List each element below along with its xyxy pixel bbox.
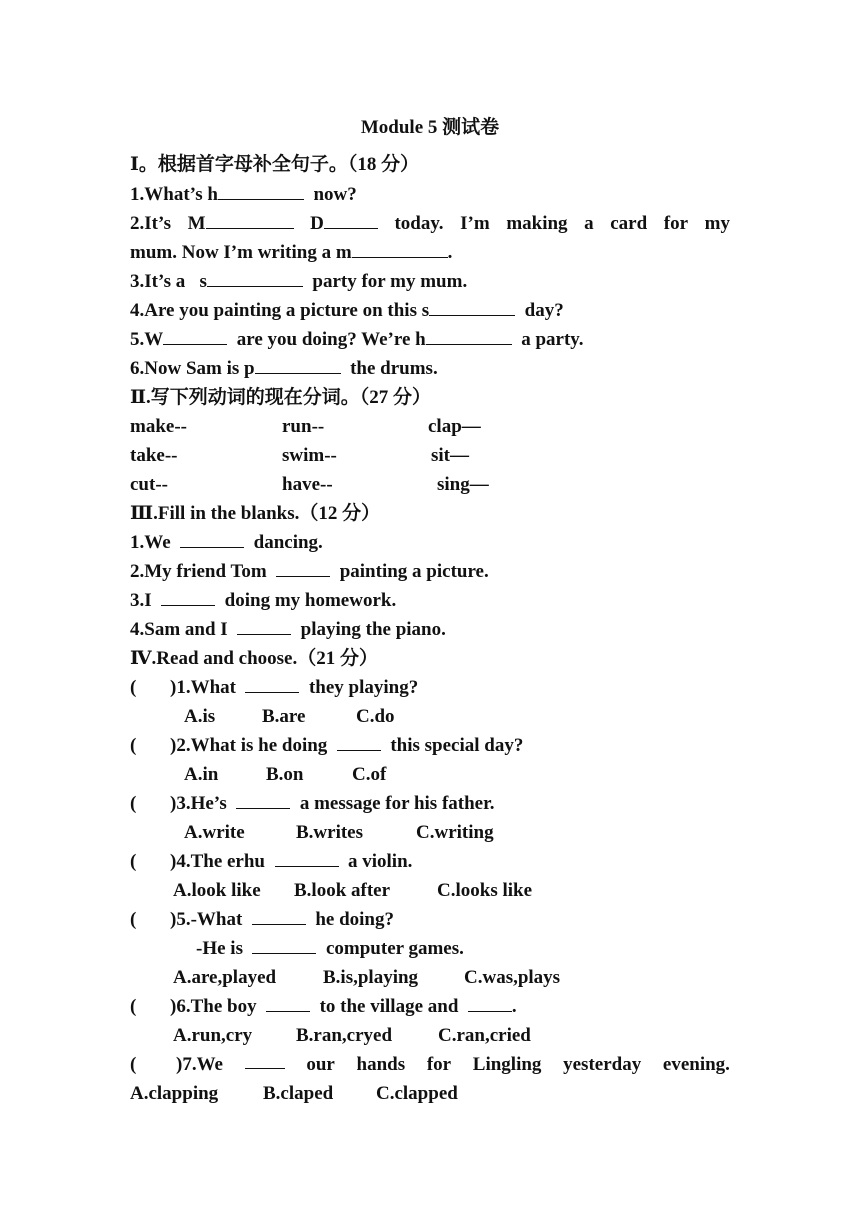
- s3-item-text-b: doing my homework.: [224, 590, 397, 611]
- option-b[interactable]: B.look after: [294, 880, 391, 901]
- option-a[interactable]: A.run,cry: [173, 1025, 253, 1046]
- s4-q6-text-b: to the village and: [319, 996, 459, 1017]
- s4-q4-text-a: )4.The erhu: [170, 851, 265, 872]
- answer-blank[interactable]: [337, 732, 381, 751]
- s3-item-text-a: 3.I: [130, 590, 152, 611]
- s1-q5-text-b: are you doing? We’re h: [236, 329, 426, 350]
- s4-q1-text-a: )1.What: [170, 677, 236, 698]
- s1-q2-word: making: [506, 213, 568, 234]
- answer-blank[interactable]: [163, 326, 227, 345]
- s3-item-text-a: 4.Sam and I: [130, 619, 228, 640]
- s4-q5-text-d: computer games.: [325, 938, 464, 959]
- option-c[interactable]: C.writing: [416, 822, 494, 843]
- s1-q4-text-b: day?: [524, 300, 564, 321]
- option-c[interactable]: C.of: [352, 764, 387, 785]
- s1-q2-word: card: [610, 213, 648, 234]
- option-b[interactable]: B.claped: [263, 1083, 334, 1104]
- s4-q7-word: yesterday: [563, 1054, 642, 1075]
- answer-blank[interactable]: [245, 674, 299, 693]
- verb-item: swim--: [282, 445, 337, 466]
- s1-q4-text-a: 4.Are you painting a picture on this s: [130, 300, 430, 321]
- answer-blank[interactable]: [207, 268, 303, 287]
- s1-question-3: [130, 267, 730, 296]
- s1-q6-text-a: 6.Now Sam is p: [130, 358, 255, 379]
- answer-blank[interactable]: [276, 558, 330, 577]
- s3-item: [130, 586, 730, 615]
- verb-item: sit—: [431, 445, 469, 466]
- s1-question-4: [130, 296, 730, 325]
- answer-blank[interactable]: [275, 848, 339, 867]
- s1-q3-letter: s: [199, 271, 207, 292]
- s4-q6-text-a: )6.The boy: [170, 996, 257, 1017]
- s3-item-text-a: 2.My friend Tom: [130, 561, 267, 582]
- s4-q3-text-a: )3.He’s: [170, 793, 227, 814]
- s4-q7-word: for: [426, 1054, 452, 1075]
- option-c[interactable]: C.was,plays: [464, 967, 561, 988]
- answer-blank[interactable]: [255, 355, 341, 374]
- s4-q5-text-b: he doing?: [315, 909, 394, 930]
- answer-paren[interactable]: (: [130, 1054, 137, 1075]
- verb-item: take--: [130, 445, 178, 466]
- s1-q6-text-b: the drums.: [350, 358, 438, 379]
- answer-blank[interactable]: [324, 210, 378, 229]
- answer-blank[interactable]: [218, 181, 304, 200]
- s1-q2-word: D: [310, 213, 324, 234]
- s1-q5-text-a: 5.W: [130, 329, 164, 350]
- s4-q7-word: Lingling: [472, 1054, 542, 1075]
- s1-question-6: [130, 354, 730, 383]
- option-c[interactable]: C.do: [356, 706, 395, 727]
- option-b[interactable]: B.is,playing: [323, 967, 419, 988]
- verb-item: sing—: [437, 474, 489, 495]
- answer-blank[interactable]: [161, 587, 215, 606]
- s4-q7-word: hands: [356, 1054, 406, 1075]
- option-a[interactable]: A.clapping: [130, 1083, 219, 1104]
- s4-q3-text-b: a message for his father.: [299, 793, 495, 814]
- page-title: Module 5 测试卷: [360, 117, 500, 138]
- s1-q2-period: .: [447, 242, 453, 263]
- s1-q2-word: today.: [394, 213, 444, 234]
- s1-question-2-line-1: [130, 209, 730, 238]
- s1-q2-text: mum. Now I’m writing a m: [130, 242, 352, 263]
- s4-q1-text-b: they playing?: [308, 677, 419, 698]
- s1-question-1: [130, 180, 730, 209]
- s1-q2-word: I’m: [460, 213, 490, 234]
- s4-q7-word: evening.: [662, 1054, 730, 1075]
- answer-paren[interactable]: (: [130, 851, 137, 872]
- option-a[interactable]: A.are,played: [173, 967, 277, 988]
- s4-q2-text-a: )2.What is he doing: [170, 735, 328, 756]
- s3-item-text-b: playing the piano.: [300, 619, 446, 640]
- option-c[interactable]: C.clapped: [376, 1083, 458, 1104]
- verb-item: make--: [130, 416, 187, 437]
- answer-blank[interactable]: [236, 790, 290, 809]
- s4-q7-word: )7.We: [176, 1054, 223, 1075]
- s1-q2-word: for: [663, 213, 689, 234]
- option-b[interactable]: B.writes: [296, 822, 364, 843]
- s1-q1-text-a: 1.What’s h: [130, 184, 218, 205]
- s1-q3-text-a: 3.It’s a: [130, 271, 186, 292]
- s4-q5-text-c: -He is: [196, 938, 243, 959]
- s4-q4-text-b: a violin.: [348, 851, 413, 872]
- answer-blank[interactable]: [206, 210, 294, 229]
- section-2-heading: Ⅱ.写下列动词的现在分词。（27 分）: [130, 387, 432, 408]
- option-b[interactable]: B.are: [262, 706, 306, 727]
- option-b[interactable]: B.ran,cryed: [296, 1025, 393, 1046]
- answer-blank[interactable]: [426, 326, 512, 345]
- s4-q7-words: [176, 1050, 730, 1079]
- verb-item: run--: [282, 416, 325, 437]
- option-c[interactable]: C.ran,cried: [438, 1025, 531, 1046]
- section-1-heading: Ⅰ。根据首字母补全句子。（18 分）: [130, 154, 420, 175]
- answer-blank[interactable]: [180, 529, 244, 548]
- answer-blank[interactable]: [245, 1050, 285, 1069]
- answer-blank[interactable]: [252, 906, 306, 925]
- s4-q6-text-c: .: [511, 996, 517, 1017]
- s1-q3-text-c: party for my mum.: [312, 271, 468, 292]
- option-a[interactable]: A.in: [184, 764, 219, 785]
- s3-item-text-a: 1.We: [130, 532, 171, 553]
- answer-blank[interactable]: [252, 935, 316, 954]
- answer-blank[interactable]: [237, 616, 291, 635]
- verb-item: cut--: [130, 474, 168, 495]
- section-4-heading: Ⅳ.Read and choose.（21 分）: [130, 648, 378, 669]
- s1-q5-text-c: a party.: [521, 329, 584, 350]
- answer-paren[interactable]: (: [130, 677, 137, 698]
- option-a[interactable]: A.is: [184, 706, 216, 727]
- s1-q2-word: my: [704, 213, 730, 234]
- answer-blank[interactable]: [352, 239, 448, 258]
- option-b[interactable]: B.on: [266, 764, 304, 785]
- answer-paren[interactable]: (: [130, 793, 137, 814]
- answer-blank[interactable]: [429, 297, 515, 316]
- s3-item-text-b: painting a picture.: [339, 561, 489, 582]
- answer-blank[interactable]: [266, 993, 310, 1012]
- s3-item-text-b: dancing.: [253, 532, 323, 553]
- s1-question-2-line-2: [130, 238, 730, 267]
- answer-paren[interactable]: (: [130, 735, 137, 756]
- s3-item: [130, 528, 730, 557]
- s4-q2-text-b: this special day?: [390, 735, 524, 756]
- answer-paren[interactable]: (: [130, 909, 137, 930]
- answer-paren[interactable]: (: [130, 996, 137, 1017]
- verb-item: have--: [282, 474, 333, 495]
- verb-item: clap—: [428, 416, 481, 437]
- s1-question-5: [130, 325, 730, 354]
- s4-q7-word: our: [306, 1054, 335, 1075]
- s1-q2-word: M: [187, 213, 206, 234]
- section-3-heading: Ⅲ.Fill in the blanks.（12 分）: [130, 503, 381, 524]
- s1-q1-text-b: now?: [313, 184, 357, 205]
- option-a[interactable]: A.write: [184, 822, 245, 843]
- option-c[interactable]: C.looks like: [437, 880, 533, 901]
- s1-q2-word: 2.It’s: [130, 213, 171, 234]
- answer-blank[interactable]: [468, 993, 512, 1012]
- s3-item: [130, 615, 730, 644]
- option-a[interactable]: A.look like: [173, 880, 261, 901]
- s4-q5-text-a: )5.-What: [170, 909, 243, 930]
- s3-item: [130, 557, 730, 586]
- s1-q2-word: a: [584, 213, 594, 234]
